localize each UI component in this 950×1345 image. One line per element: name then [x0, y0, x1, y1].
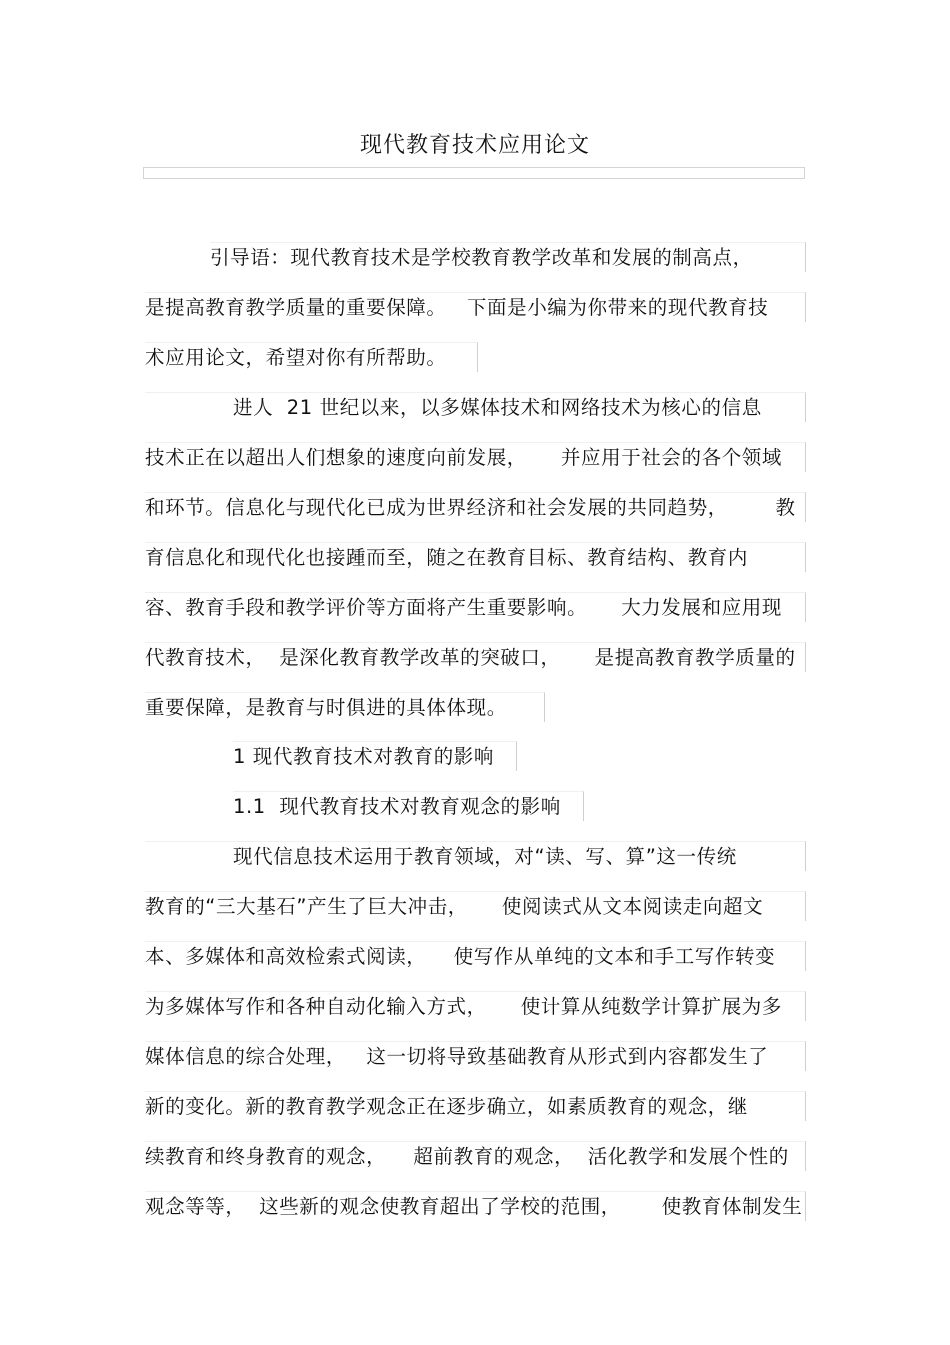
- text-line: 现代信息技术运用于教育领域，对“读、写、算”这一传统: [145, 841, 806, 871]
- text-line: 育信息化和现代化也接踵而至，随之在教育目标、教育结构、教育内: [145, 542, 806, 572]
- section-heading: 1 现代教育技术对教育的影响: [233, 741, 517, 771]
- text-line: 代教育技术， 是深化教育教学改革的突破口， 是提高教育教学质量的: [145, 642, 806, 672]
- text-line: 重要保障，是教育与时俱进的具体体现。: [145, 692, 545, 722]
- text-line: 媒体信息的综合处理， 这一切将导致基础教育从形式到内容都发生了: [145, 1041, 806, 1071]
- text-line: 本、多媒体和高效检索式阅读， 使写作从单纯的文本和手工写作转变: [145, 941, 806, 971]
- title-divider: [143, 167, 805, 179]
- text-line: 术应用论文，希望对你有所帮助。: [145, 342, 478, 372]
- text-line: 容、教育手段和教学评价等方面将产生重要影响。 大力发展和应用现: [145, 592, 806, 622]
- text-line: 是提高教育教学质量的重要保障。 下面是小编为你带来的现代教育技: [145, 292, 806, 322]
- text-line: 引导语：现代教育技术是学校教育教学改革和发展的制高点，: [210, 242, 806, 272]
- text-line: 新的变化。新的教育教学观念正在逐步确立，如素质教育的观念，继: [145, 1091, 806, 1121]
- text-line: 教育的“三大基石”产生了巨大冲击， 使阅读式从文本阅读走向超文: [145, 891, 806, 921]
- document-title: 现代教育技术应用论文: [359, 133, 590, 158]
- text-line: 观念等等， 这些新的观念使教育超出了学校的范围， 使教育体制发生: [145, 1191, 806, 1221]
- subsection-heading: 1.1 现代教育技术对教育观念的影响: [233, 791, 584, 821]
- text-line: 续教育和终身教育的观念， 超前教育的观念， 活化教学和发展个性的: [145, 1141, 806, 1171]
- text-line: 为多媒体写作和各种自动化输入方式， 使计算从纯数学计算扩展为多: [145, 991, 806, 1021]
- text-line: 技术正在以超出人们想象的速度向前发展， 并应用于社会的各个领域: [145, 442, 806, 472]
- text-line: 进人 21 世纪以来，以多媒体技术和网络技术为核心的信息: [145, 392, 806, 422]
- text-line: 和环节。信息化与现代化已成为世界经济和社会发展的共同趋势， 教: [145, 492, 806, 522]
